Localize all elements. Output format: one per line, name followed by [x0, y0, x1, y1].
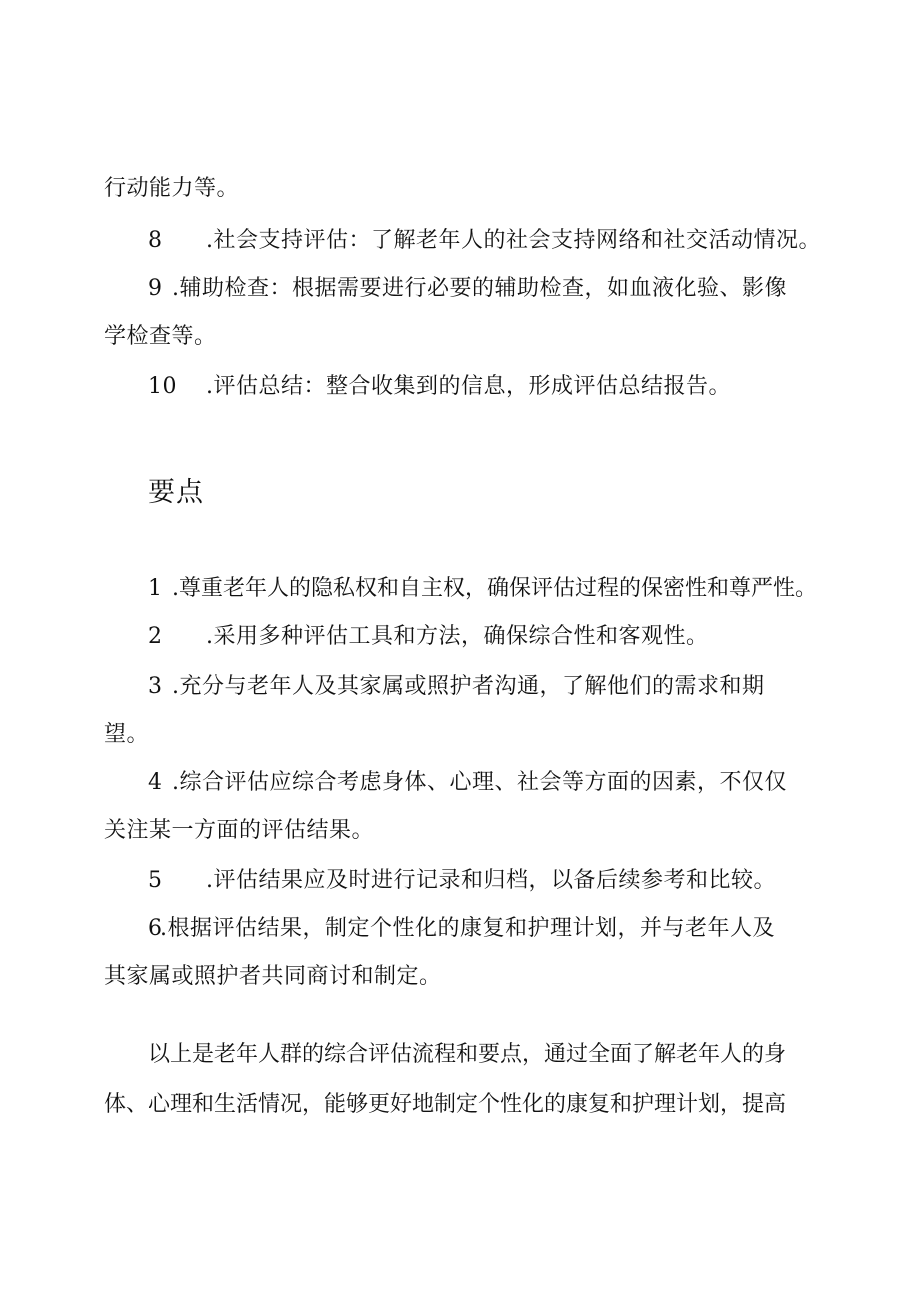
summary-line-1: 以上是老年人群的综合评估流程和要点，通过全面了解老年人的身 [148, 1042, 787, 1067]
process-continuation-line: 行动能力等。 [104, 176, 240, 201]
key-point-item-4 [148, 768, 787, 798]
key-point-item-3-continuation: 望。 [104, 722, 150, 747]
key-point-item-5 [148, 866, 776, 896]
step-item-8 [148, 226, 821, 256]
step-text: .辅助检查：根据需要进行必要的辅助检查，如血液化验、影像 [172, 276, 787, 301]
step-item-10 [148, 372, 731, 402]
step-item-9-continuation: 学检查等。 [104, 324, 217, 349]
key-point-text: .综合评估应综合考虑身体、心理、社会等方面的因素，不仅仅 [172, 770, 787, 795]
key-points-heading: 要点 [148, 477, 204, 508]
key-point-text: .尊重老年人的隐私权和自主权，确保评估过程的保密性和尊严性。 [172, 576, 817, 601]
key-point-number: 6 [148, 916, 163, 941]
key-point-text: .评估结果应及时进行记录和归档，以备后续参考和比较。 [206, 868, 776, 893]
key-point-number: 2 [148, 624, 163, 649]
summary-line-2: 体、心理和生活情况，能够更好地制定个性化的康复和护理计划，提高 [104, 1092, 787, 1117]
step-number: 8 [148, 228, 163, 253]
key-point-item-3 [148, 672, 765, 702]
step-text: .社会支持评估：了解老年人的社会支持网络和社交活动情况。 [206, 228, 821, 253]
step-number: 10 [148, 374, 177, 399]
key-point-item-6-continuation: 其家属或照护者共同商讨和制定。 [104, 964, 442, 989]
key-point-number: 1 [148, 576, 162, 601]
key-point-item-6 [148, 914, 775, 944]
key-point-number: 5 [148, 868, 163, 893]
key-point-number: 4 [148, 770, 163, 795]
key-point-text: .充分与老年人及其家属或照护者沟通，了解他们的需求和期 [172, 674, 765, 699]
step-item-9 [148, 274, 787, 304]
step-text: .评估总结：整合收集到的信息，形成评估总结报告。 [206, 374, 731, 399]
key-point-text: .根据评估结果，制定个性化的康复和护理计划，并与老年人及 [160, 916, 775, 941]
step-number: 9 [148, 276, 163, 301]
key-point-number: 3 [148, 674, 163, 699]
key-point-item-2 [148, 622, 709, 652]
key-point-item-4-continuation: 关注某一方面的评估结果。 [104, 818, 375, 843]
key-point-text: .采用多种评估工具和方法，确保综合性和客观性。 [206, 624, 709, 649]
key-point-item-1 [148, 574, 817, 604]
